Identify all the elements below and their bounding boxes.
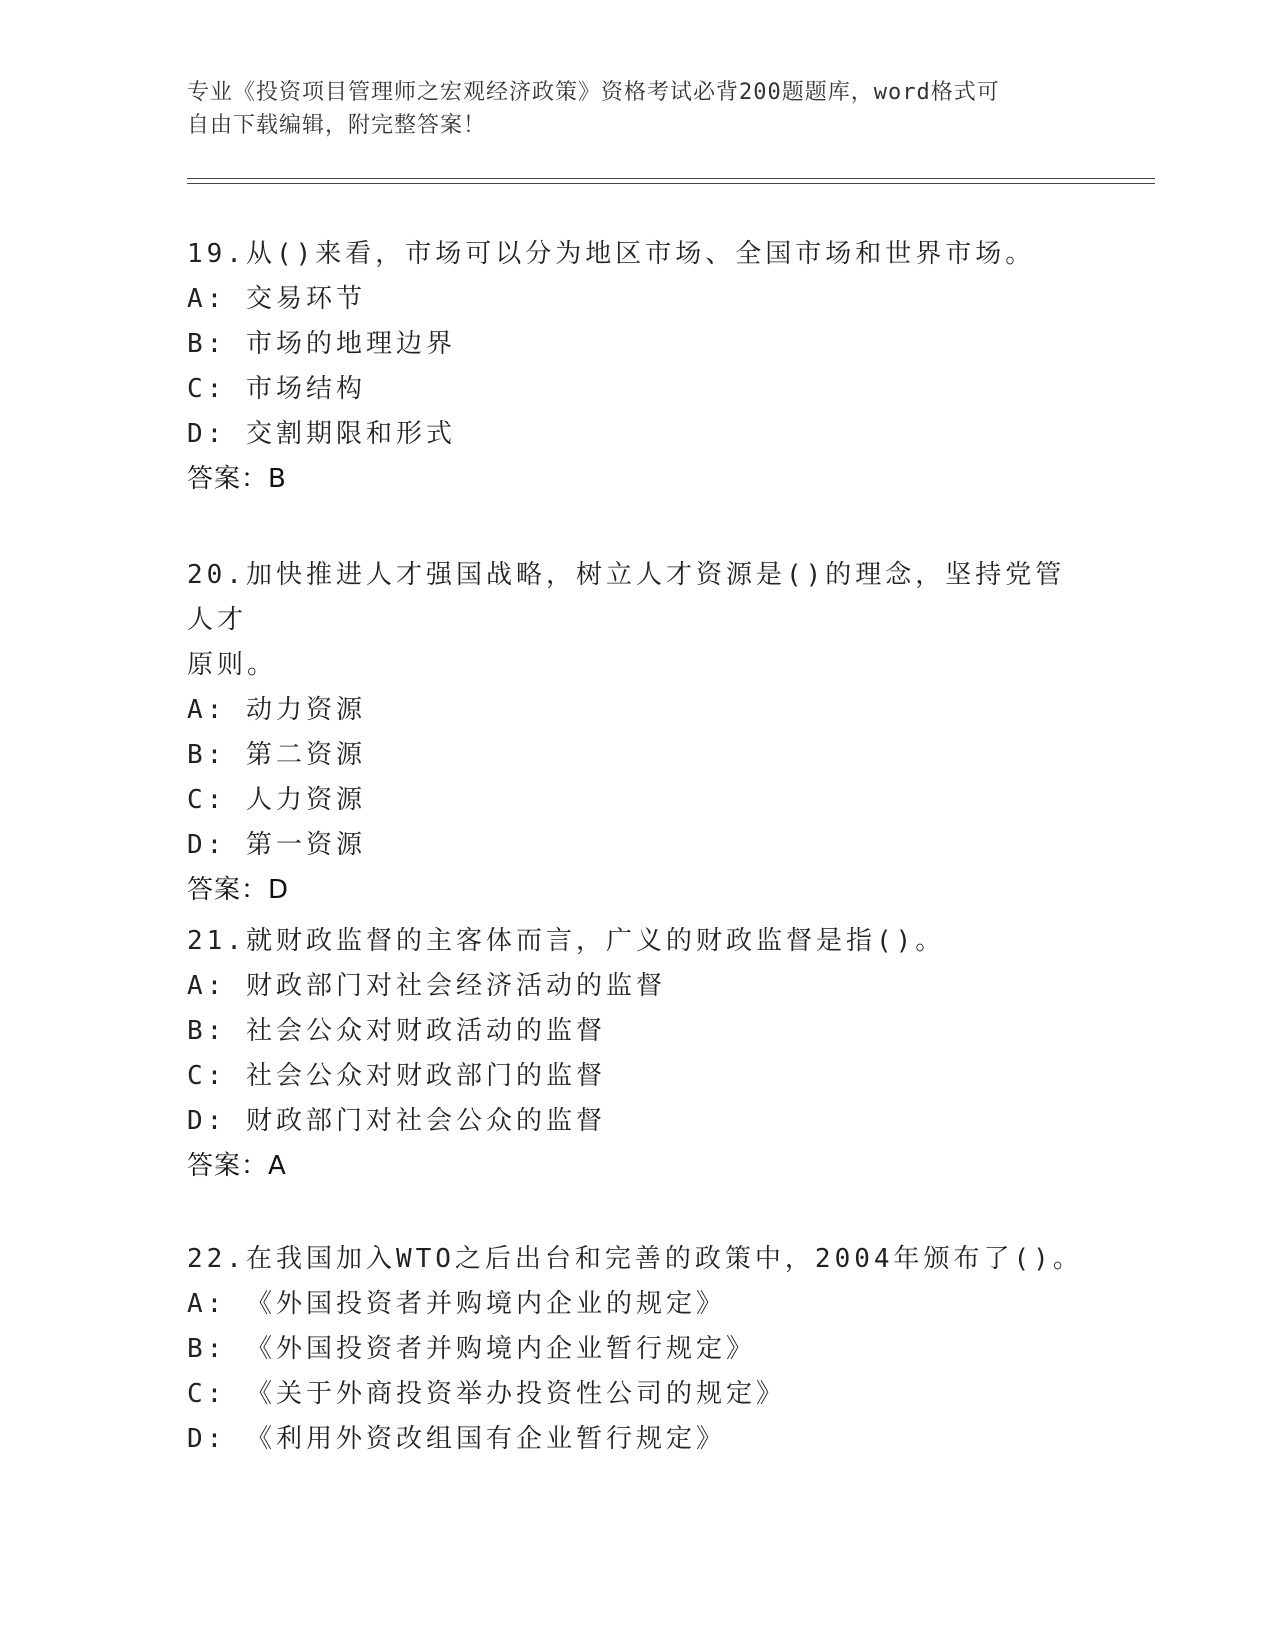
header-divider-top <box>187 178 1155 179</box>
option-a: A: 动力资源 <box>187 695 366 725</box>
question-19 <box>187 232 1087 502</box>
question-20 <box>187 553 1087 913</box>
option-b: B: 第二资源 <box>187 740 366 770</box>
option-a: A: 《外国投资者并购境内企业的规定》 <box>187 1289 726 1319</box>
question-22 <box>187 1237 1087 1462</box>
option-b: B: 社会公众对财政活动的监督 <box>187 1016 606 1046</box>
option-c: C: 《关于外商投资举办投资性公司的规定》 <box>187 1379 786 1409</box>
document-header <box>187 76 1067 142</box>
answer: 答案：A <box>187 1151 287 1181</box>
option-d: D: 交割期限和形式 <box>187 419 456 449</box>
option-b: B: 市场的地理边界 <box>187 329 456 359</box>
option-d: D: 财政部门对社会公众的监督 <box>187 1106 606 1136</box>
header-divider-bottom <box>187 183 1155 184</box>
option-d: D: 第一资源 <box>187 830 366 860</box>
question-stem-line-2: 原则。 <box>187 650 278 680</box>
option-c: C: 人力资源 <box>187 785 366 815</box>
header-line-2: 自由下载编辑，附完整答案！ <box>187 113 487 138</box>
question-21 <box>187 919 1087 1189</box>
option-c: C: 社会公众对财政部门的监督 <box>187 1061 606 1091</box>
header-line-1: 专业《投资项目管理师之宏观经济政策》资格考试必背200题题库，word格式可 <box>187 80 1000 105</box>
question-stem-line-1: 20.加快推进人才强国战略，树立人才资源是()的理念，坚持党管人才 <box>187 560 1066 635</box>
option-c: C: 市场结构 <box>187 374 366 404</box>
question-stem: 19.从()来看，市场可以分为地区市场、全国市场和世界市场。 <box>187 239 1036 269</box>
option-a: A: 交易环节 <box>187 284 366 314</box>
answer: 答案：D <box>187 875 290 905</box>
answer: 答案：B <box>187 464 287 494</box>
option-d: D: 《利用外资改组国有企业暂行规定》 <box>187 1424 726 1454</box>
question-stem: 21.就财政监督的主客体而言，广义的财政监督是指()。 <box>187 926 946 956</box>
question-stem: 22.在我国加入WTO之后出台和完善的政策中，2004年颁布了()。 <box>187 1244 1083 1274</box>
option-b: B: 《外国投资者并购境内企业暂行规定》 <box>187 1334 756 1364</box>
option-a: A: 财政部门对社会经济活动的监督 <box>187 971 666 1001</box>
